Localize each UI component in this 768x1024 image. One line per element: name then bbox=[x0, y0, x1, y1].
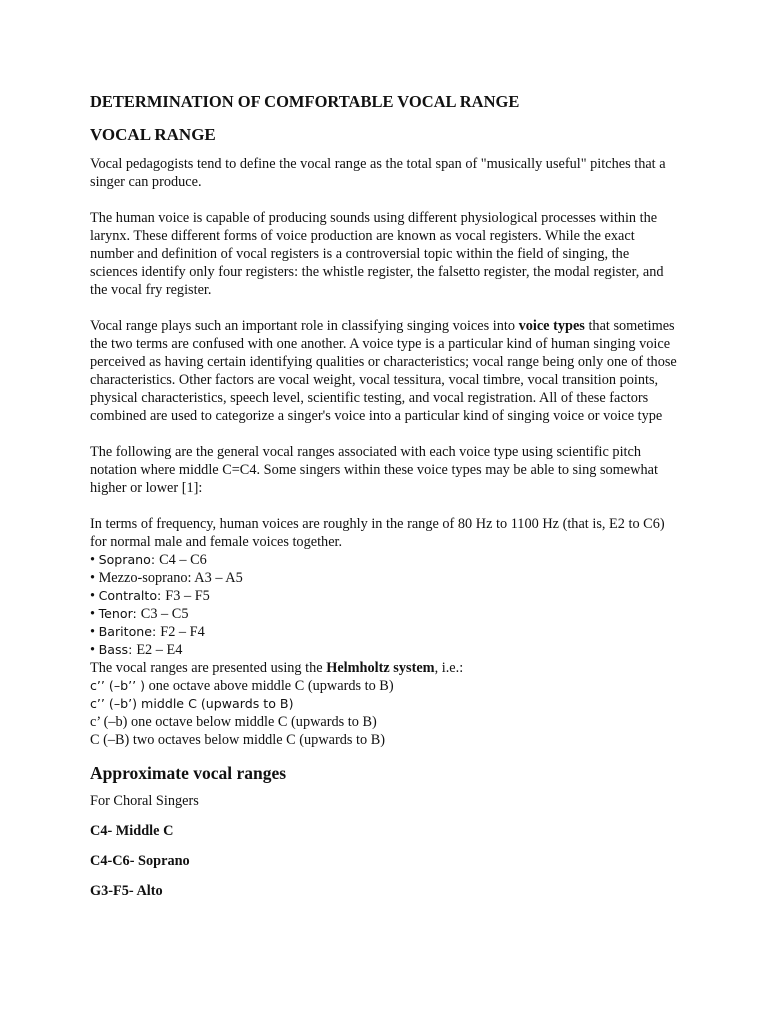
helmholtz-system-term: Helmholtz system bbox=[326, 660, 435, 676]
voice-name: Tenor: bbox=[98, 606, 141, 621]
document-title: DETERMINATION OF COMFORTABLE VOCAL RANGE bbox=[90, 92, 520, 111]
helmholtz-notation: c’’ (–b’’ ) bbox=[90, 678, 146, 693]
voice-range: C4 – C6 bbox=[159, 552, 207, 568]
voice-range-list bbox=[90, 551, 680, 659]
bullet: • bbox=[90, 570, 99, 586]
paragraph-voice-types-end: that sometimes the two terms are confused with one another. A voice type is a particular kind of human singing voice perceived as having certain identifying qualities or characteristics; vocal range being only one of those characteristics. Other factors are vocal weight, vocal tessitura, vocal timbre, vocal transition points, physical characteristics, speech level, scientific testing, and vocal registration. All of these factors combined are used to categorize a singer's voice into a particular kind of singing voice or voice type bbox=[90, 318, 677, 424]
helmholtz-line-3 bbox=[90, 713, 680, 731]
bullet: • bbox=[90, 606, 99, 622]
helmholtz-intro-start: The vocal ranges are presented using the bbox=[90, 660, 327, 676]
bullet: • bbox=[90, 624, 99, 640]
voice-range: A3 – A5 bbox=[194, 570, 243, 586]
helmholtz-description: one octave above middle C (upwards to B) bbox=[145, 678, 394, 694]
helmholtz-notation: c’’ (–b’) middle C (upwards to B) bbox=[90, 696, 294, 711]
helmholtz-description: two octaves below middle C (upwards to B) bbox=[129, 732, 386, 748]
bullet: • bbox=[90, 642, 99, 658]
voice-range: C3 – C5 bbox=[140, 606, 189, 622]
paragraph-general-ranges: The following are the general vocal ranges associated with each voice type using scientific pitch notation where middle C=C4. Some singers within these voice types may be able to sing somewhat higher or lower [1]: bbox=[90, 444, 658, 496]
voice-range: F3 – F5 bbox=[165, 588, 210, 604]
helmholtz-notation: C (–B) bbox=[90, 732, 130, 748]
list-item-contralto bbox=[90, 587, 680, 605]
helmholtz-intro-end: , i.e.: bbox=[434, 660, 464, 676]
paragraph-registers: The human voice is capable of producing sounds using different physiological processes within the larynx. These different forms of voice production are known as vocal registers. While the exact number and definition of vocal registers is a controversial topic within the field of singing, the sciences identify only four registers: the whistle register, the falsetto register, the modal register, and the vocal fry register. bbox=[90, 210, 664, 298]
choral-intro: For Choral Singers bbox=[90, 793, 199, 809]
list-item-mezzo-soprano bbox=[90, 569, 680, 587]
voice-name: Contralto: bbox=[98, 588, 166, 603]
choral-range-middle-c: C4- Middle C bbox=[90, 823, 174, 839]
helmholtz-line-1 bbox=[90, 677, 680, 695]
choral-range-soprano: C4-C6- Soprano bbox=[90, 853, 190, 869]
voice-name: Soprano: bbox=[98, 552, 160, 567]
list-item-bass bbox=[90, 641, 680, 659]
helmholtz-intro bbox=[90, 659, 680, 677]
voice-name: Baritone: bbox=[98, 624, 161, 639]
helmholtz-description: one octave below middle C (upwards to B) bbox=[127, 714, 377, 730]
section-heading-vocal-range: VOCAL RANGE bbox=[90, 125, 216, 144]
paragraph-voice-types-start: Vocal range plays such an important role in classifying singing voices into bbox=[90, 318, 519, 334]
voice-types-term: voice types bbox=[518, 318, 585, 334]
document-page bbox=[90, 92, 680, 912]
list-item-baritone bbox=[90, 623, 680, 641]
section-heading-approximate-ranges: Approximate vocal ranges bbox=[90, 763, 287, 783]
voice-range: E2 – E4 bbox=[136, 642, 183, 658]
helmholtz-notation: c’ (–b) bbox=[90, 714, 128, 730]
paragraph-definition: Vocal pedagogists tend to define the vocal range as the total span of "musically useful" pitches that a singer can produce. bbox=[90, 156, 666, 190]
list-item-soprano bbox=[90, 551, 680, 569]
choral-range-alto: G3-F5- Alto bbox=[90, 883, 163, 899]
paragraph-voice-types bbox=[90, 317, 680, 425]
bullet: • bbox=[90, 588, 99, 604]
voice-range: F2 – F4 bbox=[160, 624, 205, 640]
list-item-tenor bbox=[90, 605, 680, 623]
helmholtz-line-2 bbox=[90, 695, 680, 713]
helmholtz-line-4 bbox=[90, 731, 680, 749]
paragraph-frequency: In terms of frequency, human voices are roughly in the range of 80 Hz to 1100 Hz (that is, E2 to C6) for normal male and female voices together. bbox=[90, 516, 665, 550]
bullet: • bbox=[90, 552, 99, 568]
voice-name: Mezzo-soprano: bbox=[98, 570, 195, 586]
voice-name: Bass: bbox=[98, 642, 137, 657]
